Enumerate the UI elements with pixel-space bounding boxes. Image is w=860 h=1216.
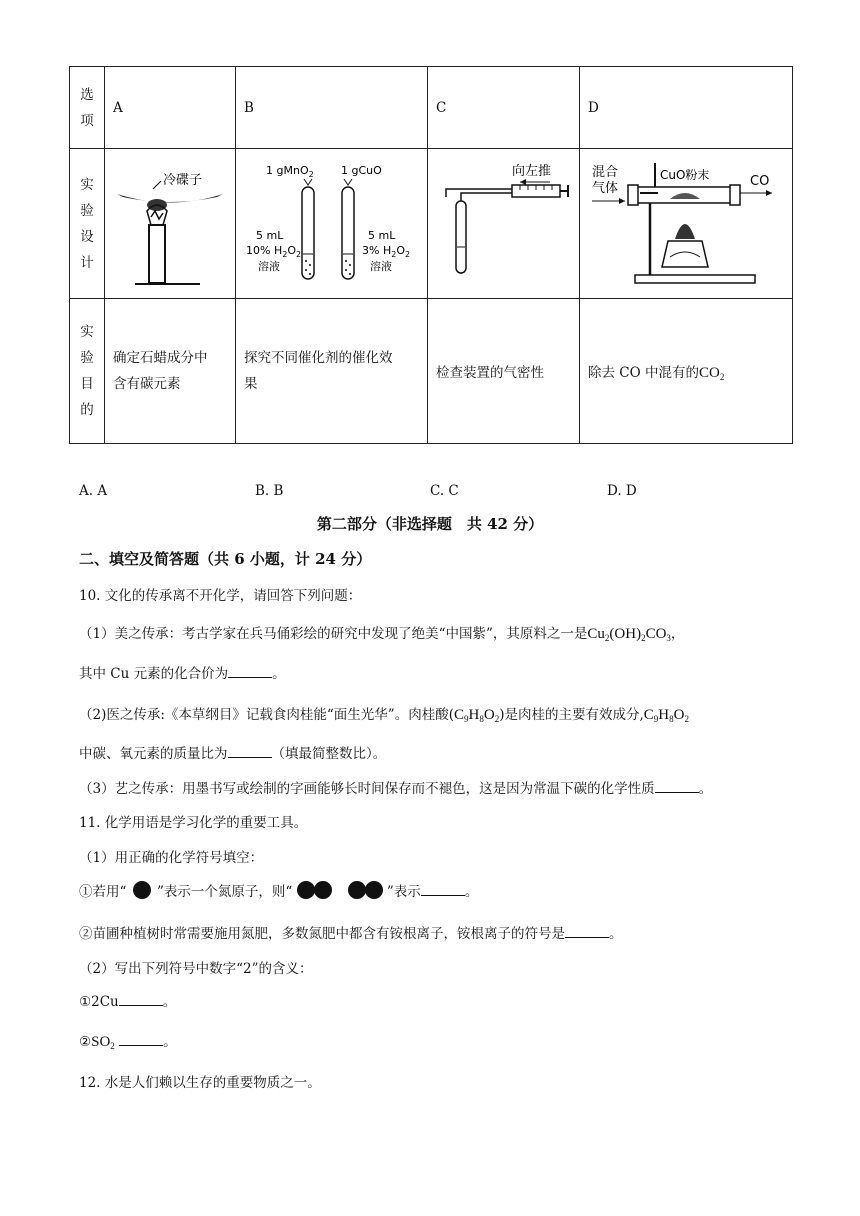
answer-option-a[interactable]: A. A	[79, 483, 108, 499]
cuo-tube-figure	[580, 149, 793, 294]
mixed-gas-label-2: 气体	[592, 181, 619, 196]
svg-text:10% H2O2: 10% $H_2O_2$	[246, 244, 302, 259]
section-title: 二、填空及简答题（共 6 小题，计 24 分）	[79, 550, 372, 568]
question-10-part-2-cont: 中碳、氧元素的质量比为 （填最简整数比）。	[79, 746, 387, 762]
option-c-cell: C	[428, 67, 580, 149]
table-row	[70, 299, 793, 444]
svg-text:1 gMnO2: 1 gMnO$_2$	[266, 164, 314, 179]
question-10-part-2: （2)医之传承:《本草纲目》记载食肉桂能“面生光华”。肉桂酸$(C_9H_8O_2)$是肉桂的主要有效成分$,C_9H_8O_2$	[79, 707, 689, 724]
nitrogen-atom-icon	[131, 881, 153, 899]
answer-blank[interactable]	[565, 925, 609, 938]
catalyst-test-tubes-figure	[236, 149, 428, 294]
left-conc-label: 10% H	[246, 244, 283, 257]
co-out-label: CO	[750, 174, 770, 189]
row-head-purpose: 实 验 目 的	[70, 299, 105, 444]
mno2-label: 1 gMnO	[266, 164, 309, 177]
mixed-gas-label-1: 混合	[592, 165, 619, 180]
question-11-item-1: ①若用“ ”表示一个氮原子，则“ ”表示 。	[79, 880, 478, 900]
figure-b-cell	[236, 149, 428, 299]
left-volume-label: 5 mL	[256, 229, 284, 242]
table-row	[70, 67, 793, 149]
question-11-item-2: ②苗圃种植树时常需要施用氮肥，多数氮肥中都含有铵根离子，铵根离子的符号是 。	[79, 926, 623, 942]
question-11-stem: 11. 化学用语是学习化学的重要工具。	[79, 815, 308, 831]
purpose-b-cell: 探究不同催化剂的催化效 果	[236, 299, 428, 444]
option-d-cell: D	[580, 67, 793, 149]
purpose-c-cell: 检查装置的气密性	[428, 299, 580, 444]
question-10-part-1: （1）美之传承：考古学家在兵马俑彩绘的研究中发现了绝美“中国紫”，其原料之一是$Cu_2(OH)_2CO_3$，	[79, 626, 685, 643]
figure-d-cell	[580, 149, 793, 299]
answer-blank[interactable]	[655, 780, 699, 793]
purpose-a-cell: 确定石蜡成分中 含有碳元素	[105, 299, 236, 444]
row-head-option: 选 项	[70, 67, 105, 149]
question-11-part-2: （2）写出下列符号中数字“2”的含义：	[79, 961, 313, 977]
question-10-stem: 10. 文化的传承离不开化学，请回答下列问题：	[79, 588, 362, 604]
question-11-part-1: （1）用正确的化学符号填空：	[79, 850, 264, 866]
figure-a-cell	[105, 149, 236, 299]
candle-cold-dish-figure	[105, 149, 236, 294]
part-title: 第二部分（非选择题 共 42 分）	[316, 515, 544, 533]
question-11-sub-2: $②SO_2$ 。	[79, 1034, 177, 1051]
left-solution-label: 溶液	[258, 260, 280, 273]
answer-option-d[interactable]: D. D	[607, 483, 637, 499]
table-row	[70, 149, 793, 299]
row-head-design: 实 验 设 计	[70, 149, 105, 299]
syringe-airtightness-figure	[428, 149, 580, 294]
answer-blank[interactable]	[228, 665, 272, 678]
push-left-label: 向左推	[512, 164, 552, 179]
answer-option-c[interactable]: C. C	[430, 483, 459, 499]
svg-text:3% H2O2: 3% $H_2O_2$	[362, 244, 411, 259]
answer-blank[interactable]	[421, 883, 465, 896]
cold-dish-label: 冷碟子	[163, 173, 203, 188]
right-solution-label: 溶液	[370, 260, 392, 273]
answer-blank[interactable]	[119, 1033, 163, 1046]
cuo-powder-label: CuO粉末	[660, 168, 710, 182]
option-a-cell: A	[105, 67, 236, 149]
question-12-stem: 12. 水是人们赖以生存的重要物质之一。	[79, 1075, 321, 1091]
cuo-label: 1 gCuO	[341, 164, 382, 177]
figure-c-cell	[428, 149, 580, 299]
answer-blank[interactable]	[119, 993, 163, 1006]
answer-blank[interactable]	[228, 745, 272, 758]
option-b-cell: B	[236, 67, 428, 149]
right-volume-label: 5 mL	[368, 229, 396, 242]
question-10-part-1-cont: 其中 Cu 元素的化合价为 。	[79, 666, 286, 682]
answer-option-b[interactable]: B. B	[255, 483, 284, 499]
experiment-table	[69, 66, 793, 444]
question-11-sub-1: ①2Cu 。	[79, 994, 177, 1010]
purpose-d-cell: 除去 CO 中混有的$CO_2$	[580, 299, 793, 444]
question-10-part-3: （3）艺之传承：用墨书写或绘制的字画能够长时间保存而不褪色，这是因为常温下碳的化学性质 。	[79, 781, 713, 797]
nitrogen-molecules-icon	[297, 881, 383, 899]
right-conc-label: 3% H	[362, 244, 392, 257]
